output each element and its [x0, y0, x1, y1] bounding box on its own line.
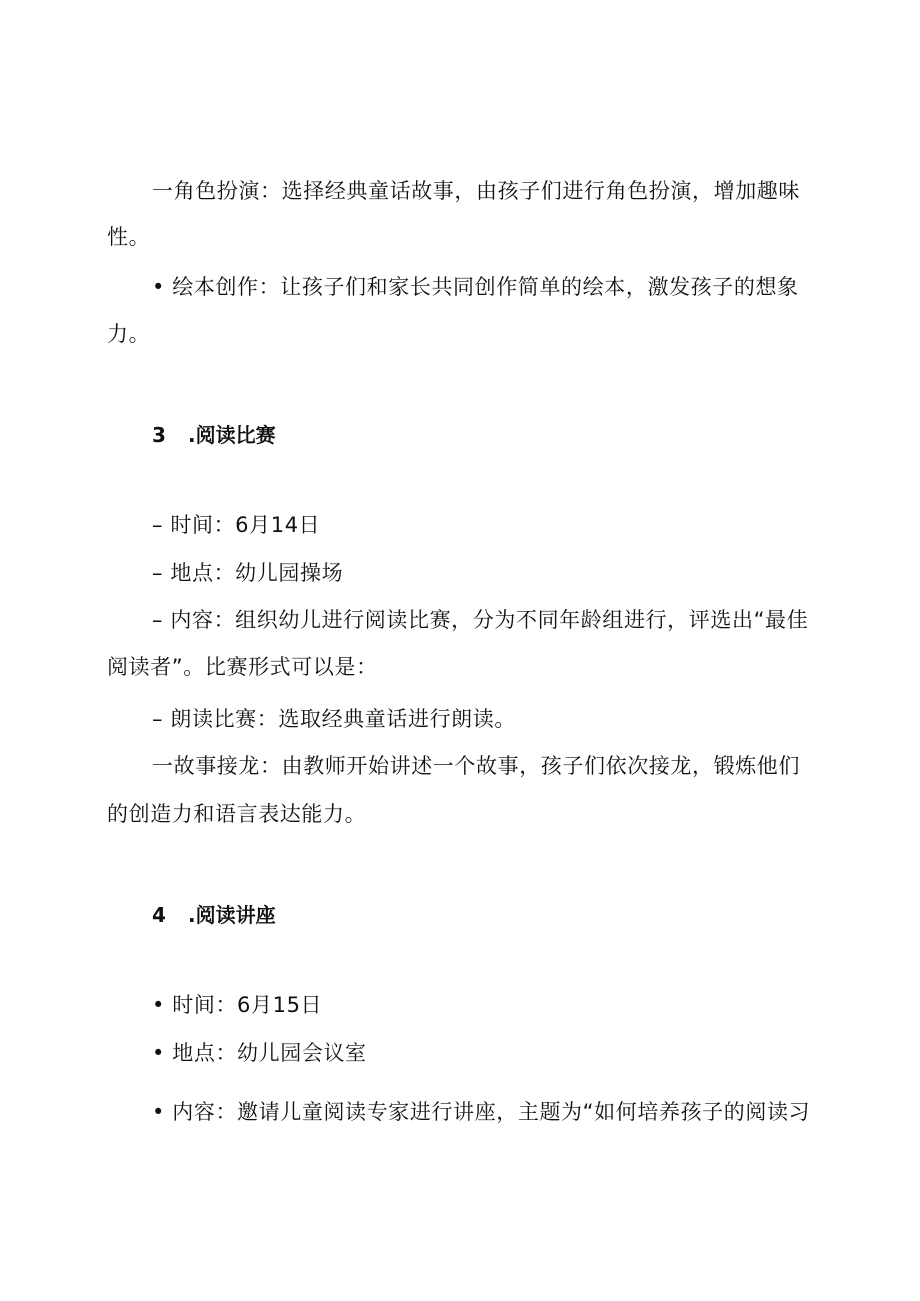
section-3-place: – 地点：幼儿园操场: [152, 561, 344, 585]
section-3-title: .阅读比赛: [188, 423, 276, 447]
section-3-story-line-1: 一故事接龙：由教师开始讲述一个故事，孩子们依次接龙，锻炼他们: [152, 754, 800, 778]
section-4-number: 4: [152, 903, 166, 927]
section-4-time: • 时间：6月15日: [152, 993, 323, 1017]
section-4-content-line-1: • 内容：邀请儿童阅读专家进行讲座，主题为“如何培养孩子的阅读习: [152, 1100, 811, 1124]
section-3-story-line-2: 的创造力和语言表达能力。: [107, 802, 367, 826]
role-play-line-1: 一角色扮演：选择经典童话故事，由孩子们进行角色扮演，增加趣味: [152, 179, 800, 203]
section-4-place: • 地点：幼儿园会议室: [152, 1041, 367, 1065]
section-3-number: 3: [152, 423, 166, 447]
section-4-title: .阅读讲座: [188, 903, 276, 927]
role-play-line-2: 性。: [107, 225, 151, 249]
section-3-time: – 时间：6月14日: [152, 513, 321, 537]
section-4-heading: [152, 900, 276, 930]
picture-book-line-1: • 绘本创作：让孩子们和家长共同创作简单的绘本，激发孩子的想象: [152, 275, 799, 299]
section-3-content-line-2: 阅读者”。比赛形式可以是：: [107, 655, 378, 679]
section-3-content-line-1: – 内容：组织幼儿进行阅读比赛，分为不同年龄组进行，评选出“最佳: [152, 608, 809, 632]
section-3-reading-contest: – 朗读比赛：选取经典童话进行朗读。: [152, 707, 516, 731]
picture-book-line-2: 力。: [107, 322, 151, 346]
section-3-heading: [152, 420, 276, 450]
